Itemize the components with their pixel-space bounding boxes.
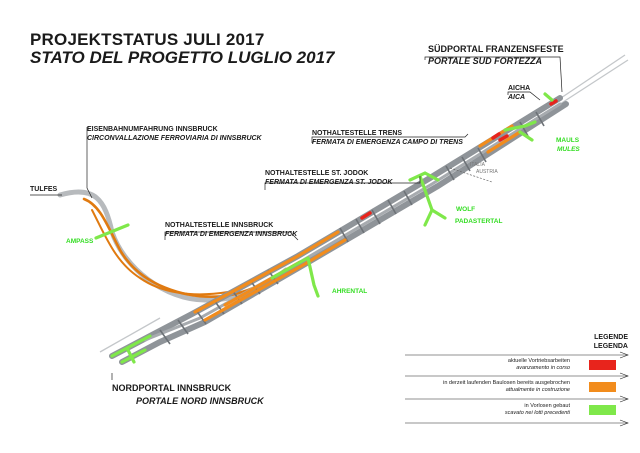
label-innsbruck-stop-it: FERMATA DI EMERGENZA INNSBRUCK bbox=[165, 231, 298, 238]
title-de: PROJEKTSTATUS JULI 2017 bbox=[30, 30, 265, 49]
label-ampass: AMPASS bbox=[66, 238, 94, 245]
legend-text-de: aktuelle Vortriebsarbeiten bbox=[507, 358, 570, 364]
label-mules: MULES bbox=[557, 146, 580, 153]
label-trens-de: NOTHALTESTELLE TRENS bbox=[312, 130, 403, 137]
legend-title-de: LEGENDE bbox=[594, 334, 628, 341]
label-austria: AUSTRIA bbox=[476, 169, 498, 175]
label-mauls: MAULS bbox=[556, 137, 580, 144]
label-innsbruck-stop-de: NOTHALTESTELLE INNSBRUCK bbox=[165, 222, 274, 229]
existing-railway bbox=[100, 55, 628, 352]
label-umfahrung-de: EISENBAHNUMFAHRUNG INNSBRUCK bbox=[87, 126, 218, 133]
legend-text-de: in Vorlosen gebaut bbox=[524, 403, 570, 409]
legend-item-text bbox=[443, 380, 570, 394]
legend-item-text bbox=[508, 358, 570, 372]
label-nordportal-it: PORTALE NORD INNSBRUCK bbox=[136, 396, 264, 406]
legend-text-it: attualmente in costruzione bbox=[505, 387, 570, 393]
label-jodok-it: FERMATA DI EMERGENZA ST. JODOK bbox=[265, 179, 393, 186]
legend-text-it: scavato nei lotti precedenti bbox=[504, 410, 570, 416]
legend-item-previous bbox=[404, 403, 628, 419]
legend-swatch-red bbox=[589, 360, 616, 370]
label-trens-it: FERMATA DI EMERGENZA CAMPO DI TRENS bbox=[312, 139, 463, 146]
bypass-innsbruck bbox=[60, 192, 290, 300]
label-suedportal-de: SÜDPORTAL FRANZENSFESTE bbox=[428, 44, 564, 54]
legend-swatch-orange bbox=[589, 382, 616, 392]
legend-item-text bbox=[505, 403, 570, 417]
label-aicha-it: AICA bbox=[508, 94, 526, 101]
label-umfahrung-it: CIRCONVALLAZIONE FERROVIARIA DI INNSBRUCK bbox=[87, 135, 262, 142]
legend-title-it: LEGENDA bbox=[593, 343, 628, 350]
label-tulfes: TULFES bbox=[30, 186, 58, 193]
label-ahrental: AHRENTAL bbox=[332, 288, 368, 295]
label-nordportal-de: NORDPORTAL INNSBRUCK bbox=[112, 383, 232, 393]
label-padastertal: PADASTERTAL bbox=[455, 218, 503, 225]
label-wolf: WOLF bbox=[456, 206, 476, 213]
label-aicha-de: AICHA bbox=[508, 85, 531, 92]
legend-item-excavated bbox=[404, 380, 628, 396]
legend-item-advance bbox=[404, 358, 628, 374]
legend-text-de: in derzeit laufenden Baulosen bereits ausgebrochen bbox=[443, 380, 570, 386]
title-it: STATO DEL PROGETTO LUGLIO 2017 bbox=[30, 48, 335, 67]
label-italia: ITALIA bbox=[470, 162, 485, 168]
label-jodok-de: NOTHALTESTELLE ST. JODOK bbox=[265, 170, 369, 177]
legend-text-it: avanzamento in corso bbox=[516, 365, 570, 371]
legend-swatch-green bbox=[589, 405, 616, 415]
label-suedportal-it: PORTALE SUD FORTEZZA bbox=[428, 56, 543, 66]
